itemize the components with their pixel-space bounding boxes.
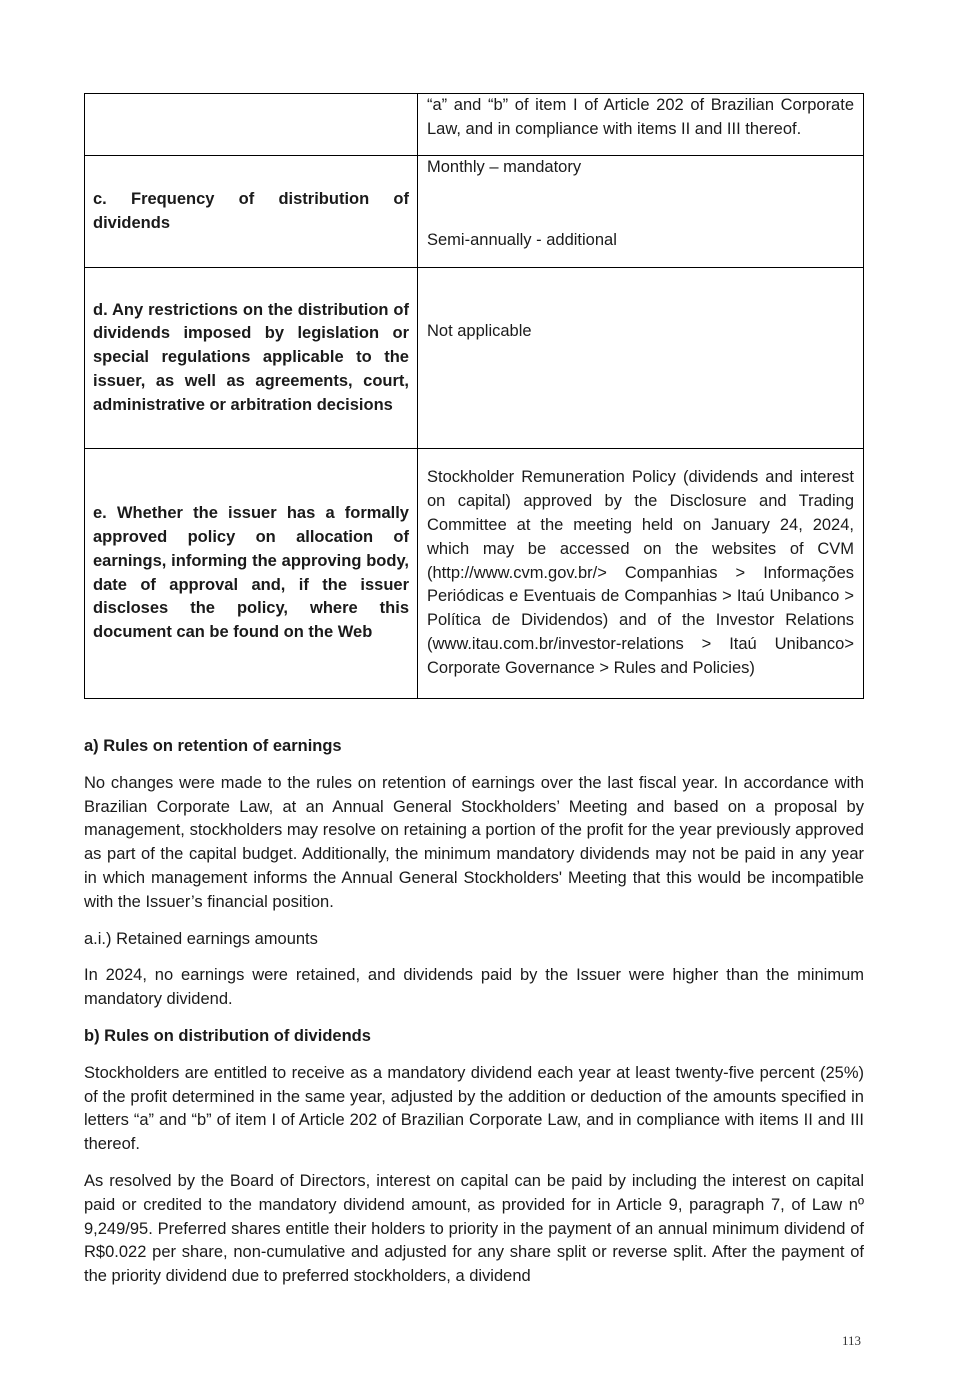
table-row: [85, 268, 864, 449]
row-label-empty: [85, 94, 418, 156]
retention-heading: a) Rules on retention of earnings: [84, 737, 342, 755]
retained-earnings-heading: a.i.) Retained earnings amounts: [84, 929, 318, 948]
frequency-mandatory: Monthly – mandatory: [427, 158, 582, 176]
row-value: “a” and “b” of item I of Article 202 of Brazilian Corporate Law, and in compliance with items II and III thereof.: [418, 94, 864, 156]
table-row: [85, 94, 864, 156]
row-value-policy: Stockholder Remuneration Policy (dividends and interest on capital) approved by the Disclosure and Trading Committee at the meeting held on January 24, 2024, which may be accessed on the websites of CVM (http://www.cvm.gov.br/> Companhias > Informações Periódicas e Eventuais de Companhias > Itaú Unibanco > Política de Dividendos) and of the Investor Relations (www.itau.com.br/investor-relations > Itaú Unibanco> Corporate Governance > Rules and Policies): [418, 449, 864, 699]
table-row: [85, 449, 864, 699]
document-page: [84, 93, 864, 1289]
retained-earnings-paragraph: In 2024, no earnings were retained, and dividends paid by the Issuer were higher than the minimum mandatory dividend.: [84, 966, 864, 1009]
dividend-policy-table: [84, 93, 864, 699]
row-value-restrictions: Not applicable: [418, 268, 864, 449]
retention-paragraph: No changes were made to the rules on retention of earnings over the last fiscal year. In accordance with Brazilian Corporate Law, at an Annual General Stockholders’ Meeting and based on a proposal by management, stockholders may resolve on retaining a portion of the profit for the year previously approved as part of the capital budget. Additionally, the minimum mandatory dividends may not be paid in any year in which management informs the Annual General Stockholders' Meeting that this would be incompatible with the Issuer’s financial position.: [84, 773, 864, 911]
distribution-heading: b) Rules on distribution of dividends: [84, 1026, 371, 1045]
distribution-paragraph-1: Stockholders are entitled to receive as a mandatory dividend each year at least twenty-five percent (25%) of the profit determined in the same year, adjusted by the addition or deduction of the amounts specified in letters “a” and “b” of item I of Article 202 of Brazilian Corporate Law, and in compliance with items II and III thereof.: [84, 1063, 864, 1154]
row-label-frequency: c. Frequency of distribution of dividends: [85, 156, 418, 268]
row-label-policy: e. Whether the issuer has a formally approved policy on allocation of earnings, informing the approving body, date of approval and, if the issuer discloses the policy, where this document can be found on the Web: [85, 449, 418, 699]
row-label-restrictions: d. Any restrictions on the distribution of dividends imposed by legislation or special regulations applicable to the issuer, as well as agreements, court, administrative or arbitration decisions: [85, 268, 418, 449]
row-value-frequency: [418, 156, 864, 268]
table-row: [85, 156, 864, 268]
distribution-paragraph-2: As resolved by the Board of Directors, interest on capital can be paid by including the interest on capital paid or credited to the mandatory dividend amount, as provided for in Article 9, paragraph 7, of Law nº 9,249/95. Preferred shares entitle their holders to priority in the payment of an annual minimum dividend of R$0.022 per share, non-cumulative and adjusted for any share split or reverse split. After the payment of the priority dividend due to preferred stockholders, a dividend: [84, 1171, 864, 1286]
frequency-additional: Semi-annually - additional: [427, 230, 617, 249]
page-number: 113: [841, 1333, 861, 1348]
